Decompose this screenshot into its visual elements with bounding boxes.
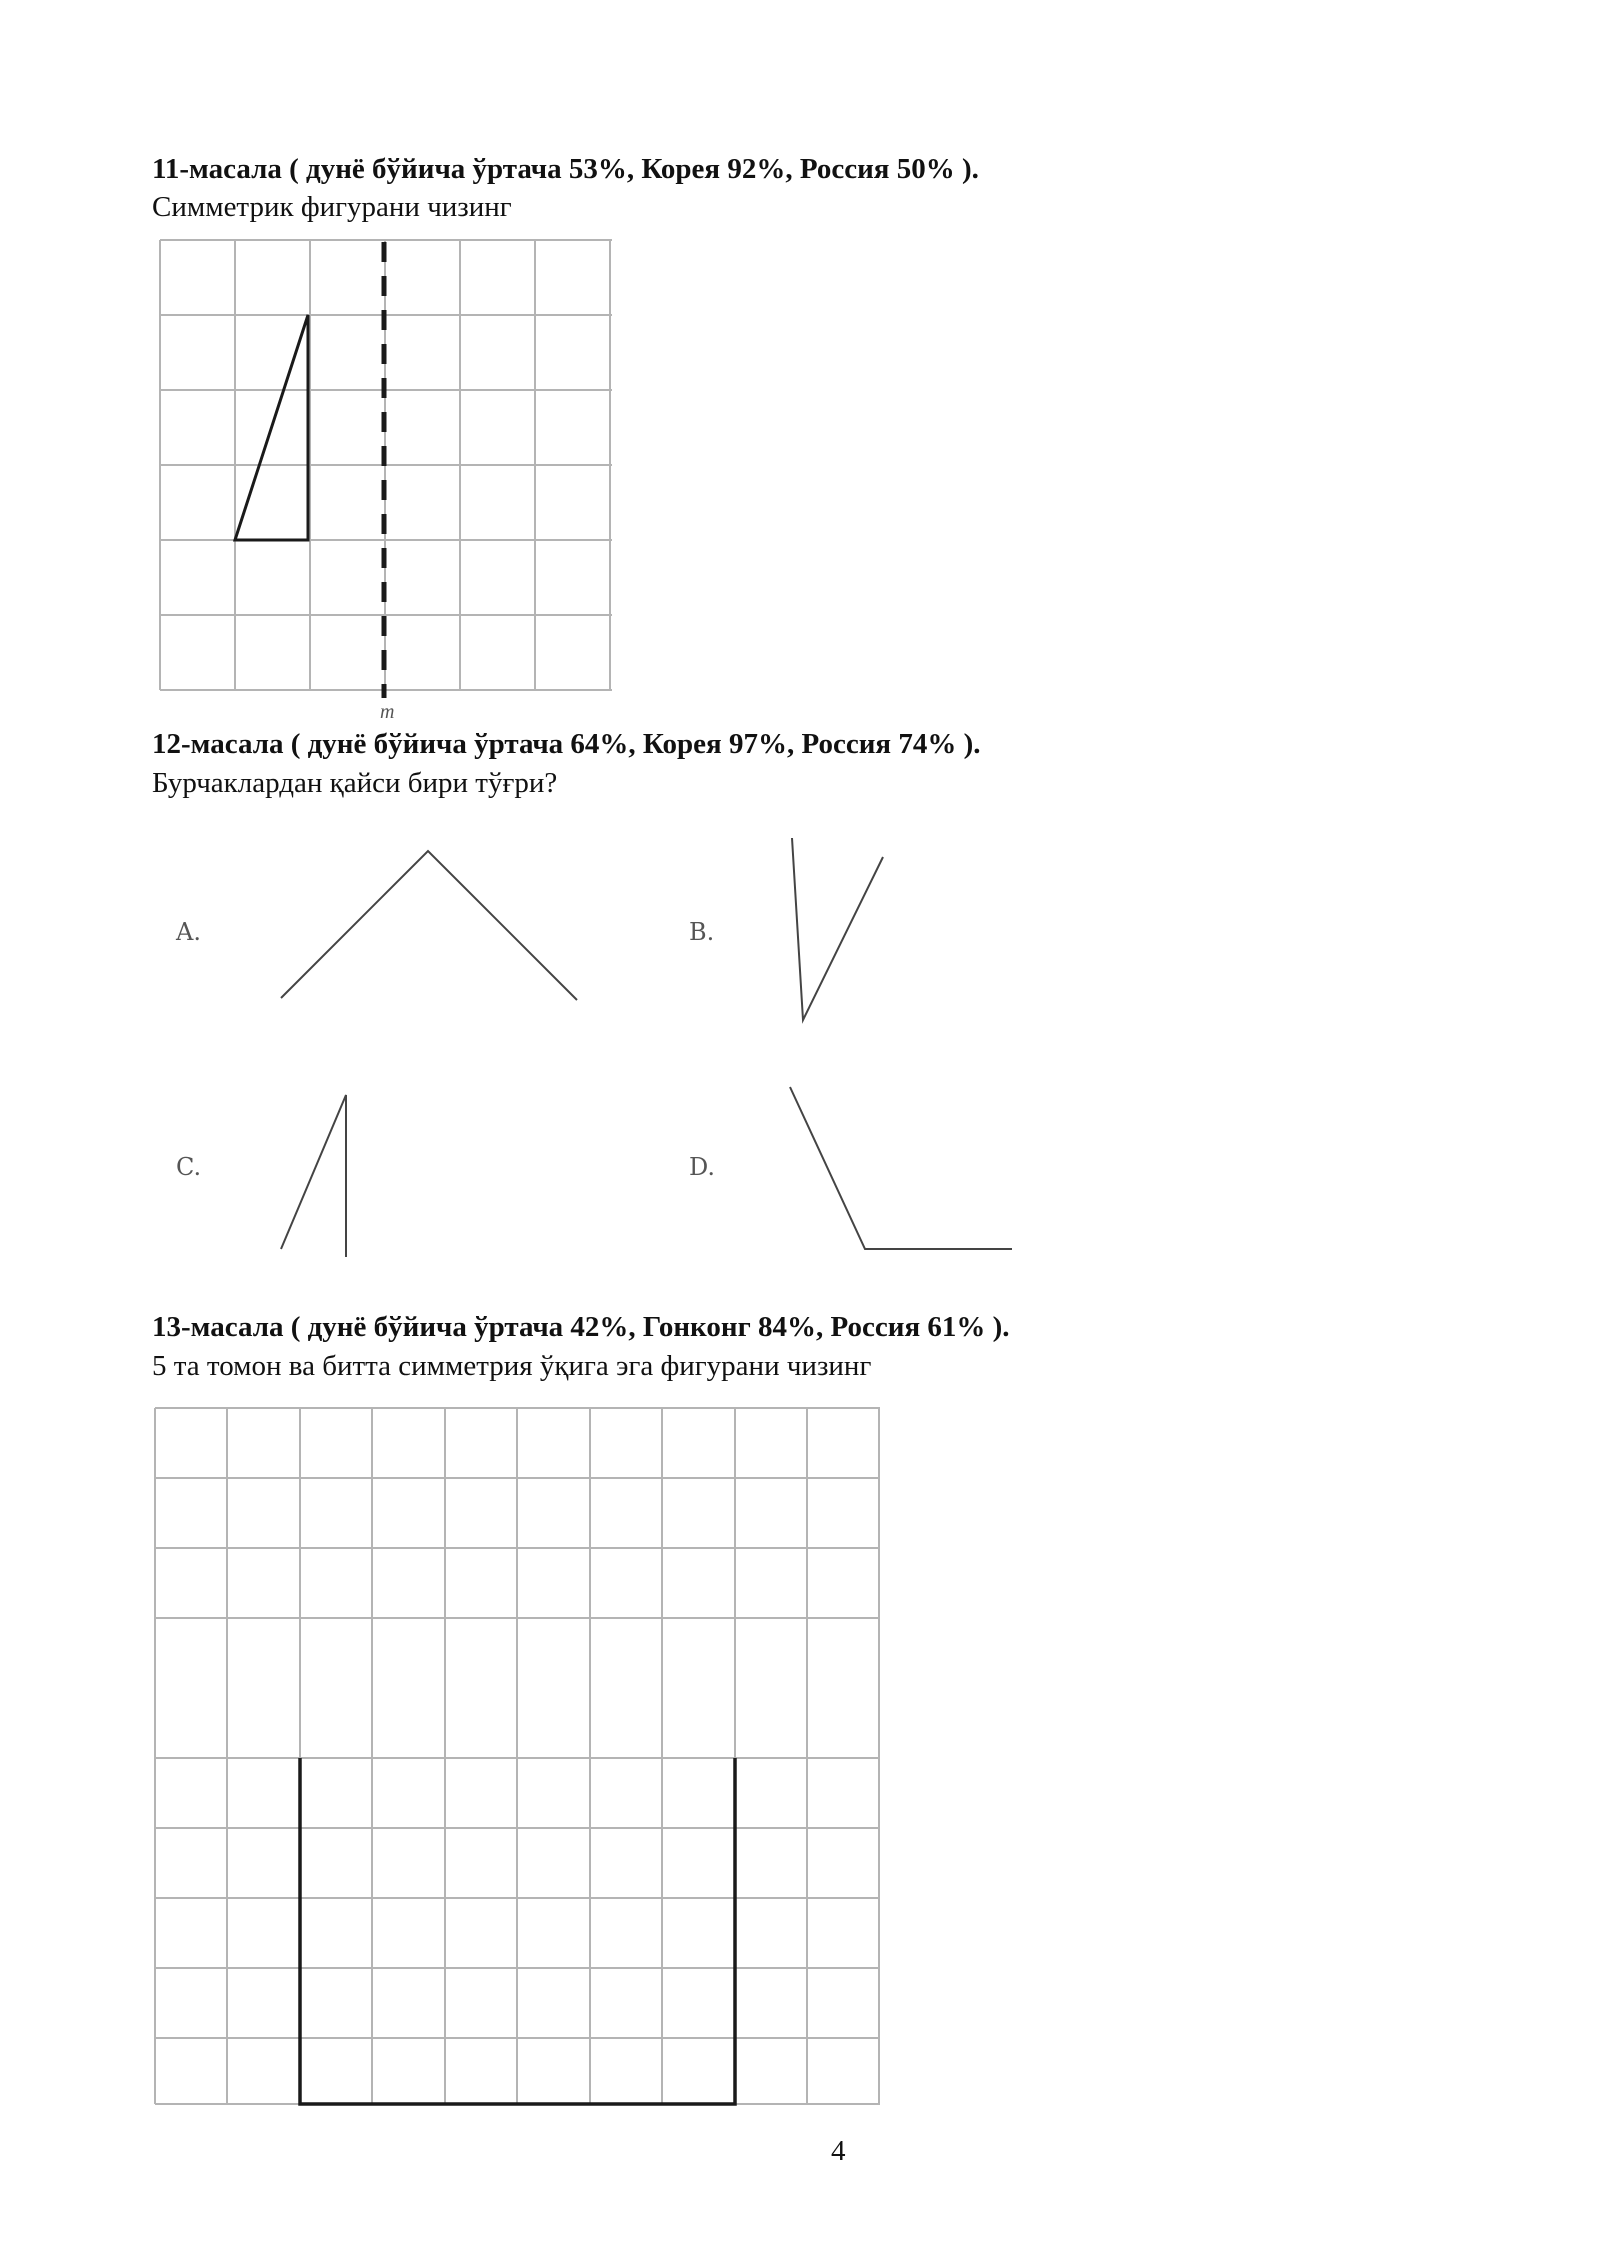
angle-options-figure: [0, 820, 1100, 1280]
option-d-label: D.: [689, 1153, 716, 1181]
option-a-label: A.: [176, 918, 201, 946]
drawing-grid-figure: [150, 1400, 890, 2110]
grid-lines: [155, 1408, 880, 2104]
angle-b-acute: [792, 838, 883, 1020]
page-number: 4: [831, 2135, 846, 2167]
angle-c-acute: [281, 1095, 346, 1257]
symmetry-grid-figure: [150, 230, 630, 730]
problem-12-heading: 12-масала ( дунё бўйича ўртача 64%, Корея 97%, Россия 74% ).: [152, 728, 981, 760]
axis-label-m: m: [380, 701, 395, 723]
problem-11-heading: 11-масала ( дунё бўйича ўртача 53%, Корея 92%, Россия 50% ).: [152, 153, 979, 185]
option-c-label: C.: [176, 1153, 202, 1181]
angle-a-obtuse: [281, 851, 577, 1000]
right-triangle: [235, 315, 308, 540]
problem-12-prompt: Бурчаклардан қайси бири тўғри?: [152, 767, 558, 799]
problem-13-prompt: 5 та томон ва битта симметрия ўқига эга фигурани чизинг: [152, 1350, 872, 1382]
angle-d-obtuse: [790, 1087, 1012, 1249]
problem-13-heading: 13-масала ( дунё бўйича ўртача 42%, Гонконг 84%, Россия 61% ).: [152, 1311, 1010, 1343]
problem-11-prompt: Симметрик фигурани чизинг: [152, 191, 512, 223]
option-b-label: B.: [689, 918, 715, 946]
